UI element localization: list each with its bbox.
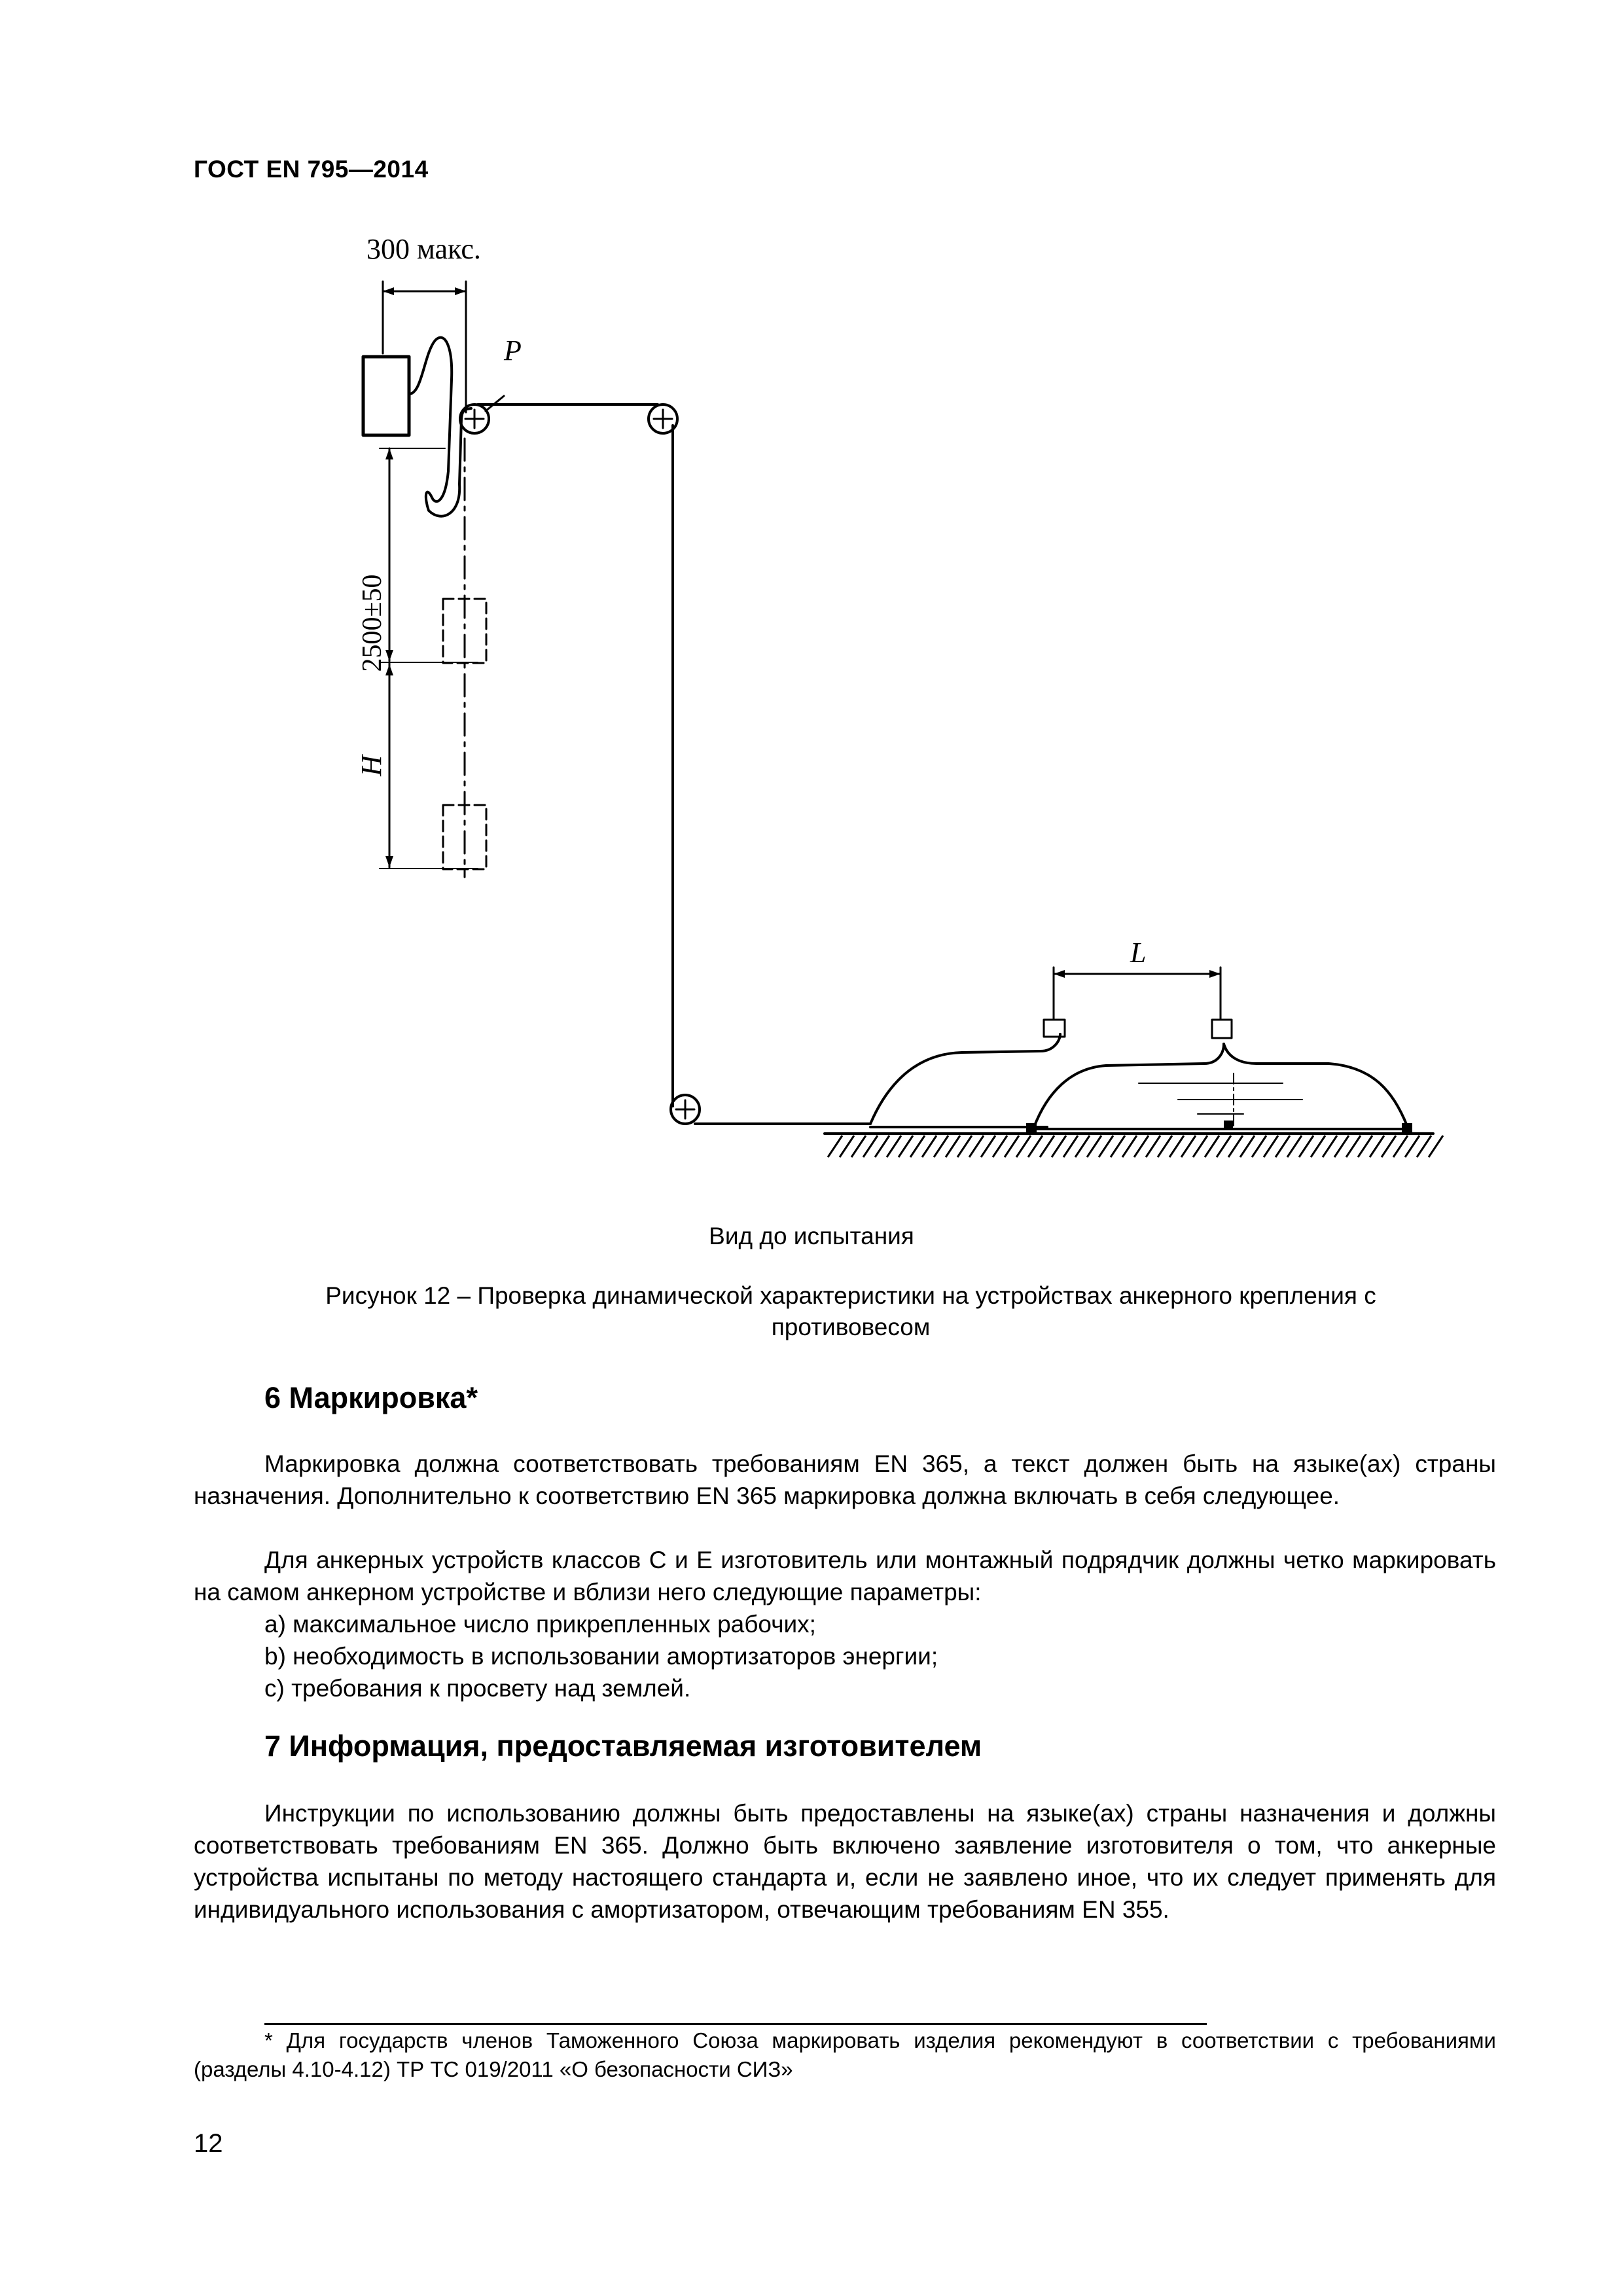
ground-hatch-line [922, 1136, 936, 1157]
section6-paragraph1-text: Маркировка должна соответствовать требованиям EN 365, а текст должен быть на языке(ах) страны назначения. Дополнительно к соответствию EN 365 маркировка должна включать в себя следующее. [194, 1450, 1496, 1509]
ground-hatch-line [1311, 1136, 1325, 1157]
ground-hatch-line [840, 1136, 854, 1157]
ground-hatch-line [1122, 1136, 1137, 1157]
ground-hatch-line [1134, 1136, 1149, 1157]
ground-hatch-line [1169, 1136, 1184, 1157]
dim-h-label: H [355, 755, 387, 776]
ground-hatch-line [1181, 1136, 1196, 1157]
point-p-label: P [504, 334, 522, 367]
figure-caption [249, 1280, 1453, 1343]
ground-hatch-line [1228, 1136, 1243, 1157]
ground-hatch-line [934, 1136, 948, 1157]
ground-hatch-line [851, 1136, 866, 1157]
dim-2500-label: 2500±50 [357, 574, 387, 672]
section6-list-item-c: c) требования к просвету над землей. [264, 1675, 691, 1702]
figure-caption-line2: противовесом [771, 1314, 931, 1340]
ground-hatch-line [1299, 1136, 1313, 1157]
ground-hatch-line [1040, 1136, 1054, 1157]
ground-hatch-line [1264, 1136, 1278, 1157]
ground-hatch-line [887, 1136, 901, 1157]
section7-title: 7 Информация, предоставляемая изготовителем [264, 1729, 982, 1763]
ground-hatch-line [981, 1136, 995, 1157]
ground-hatch-line [1111, 1136, 1125, 1157]
section6-paragraph1 [194, 1448, 1496, 1512]
ground-hatch-line [863, 1136, 878, 1157]
ground-hatch-line [1382, 1136, 1396, 1157]
figure-view-caption: Вид до испытания [709, 1223, 914, 1249]
section6-title: 6 Маркировка* [264, 1381, 478, 1414]
ground-hatch-line [1287, 1136, 1302, 1157]
ground-hatch-line [1016, 1136, 1031, 1157]
ground-hatch-line [1087, 1136, 1101, 1157]
ground-hatch-line [1393, 1136, 1408, 1157]
ground-hatch-line [1146, 1136, 1160, 1157]
ground-hatch-line [1252, 1136, 1266, 1157]
ground-hatch-line [1405, 1136, 1419, 1157]
ground-hatch-line [969, 1136, 984, 1157]
test-setup-drawing [281, 223, 1459, 1185]
footnote-text: * Для государств членов Таможенного Союза маркировать изделия рекомендуют в соответствии с требованиями (разделы 4.10-4.12) ТР ТС 019/2011 «О безопасности СИЗ» [194, 2028, 1496, 2081]
footnote-separator [264, 2023, 1207, 2025]
section6-list-item-a: a) максимальное число прикрепленных рабочих; [264, 1611, 816, 1638]
ground-hatch-line [1005, 1136, 1019, 1157]
footnote [194, 2026, 1496, 2084]
ground-hatch-line [1240, 1136, 1255, 1157]
ground-hatch-line [1346, 1136, 1361, 1157]
document-code-header: ГОСТ EN 795—2014 [194, 156, 429, 183]
ground-hatch-line [957, 1136, 972, 1157]
ground-hatch-line [1099, 1136, 1113, 1157]
dim-300-max-label: 300 макс. [366, 233, 481, 265]
ground-hatch-line [1370, 1136, 1384, 1157]
ground-hatch-line [1075, 1136, 1090, 1157]
ground-hatch-line [1429, 1136, 1443, 1157]
ground-hatch-line [1063, 1136, 1078, 1157]
page-number: 12 [194, 2129, 223, 2158]
ground-hatch-line [1205, 1136, 1219, 1157]
figure-caption-line1: Рисунок 12 – Проверка динамической характеристики на устройствах анкерного крепления с [325, 1282, 1376, 1309]
section6-paragraph2-text: Для анкерных устройств классов С и E изготовитель или монтажный подрядчик должны четко маркировать на самом анкерном устройстве и вблизи него следующие параметры: [194, 1547, 1496, 1605]
section6-paragraph2 [194, 1544, 1496, 1608]
ground-hatch-line [946, 1136, 960, 1157]
ground-hatch-line [1417, 1136, 1431, 1157]
section7-paragraph1 [194, 1797, 1496, 1926]
ground-hatch-line [899, 1136, 913, 1157]
ground-hatch-line [1334, 1136, 1349, 1157]
ground-hatch-line [1275, 1136, 1290, 1157]
dim-l-label: L [1130, 937, 1147, 969]
ground-hatch-line [1052, 1136, 1066, 1157]
ground-hatch-line [1158, 1136, 1172, 1157]
ground-hatch-line [828, 1136, 842, 1157]
ground-hatch-line [1028, 1136, 1043, 1157]
ground-hatch-line [1358, 1136, 1372, 1157]
ground-hatch-line [1193, 1136, 1207, 1157]
ground-hatch-line [1217, 1136, 1231, 1157]
ground-hatch-line [993, 1136, 1007, 1157]
ground-hatch-line [1323, 1136, 1337, 1157]
ground-hatch-line [875, 1136, 889, 1157]
section7-paragraph1-text: Инструкции по использованию должны быть предоставлены на языке(ах) страны назначения и должны соответствовать требованиям EN 365. Должно быть включено заявление изготовителя о том, что анкерные устройства испытаны по методу настоящего стандарта и, если не заявлено иное, что их следует применять для индивидуального использования с амортизатором, отвечающим требованиям EN 355. [194, 1800, 1496, 1923]
ground-hatch-line [910, 1136, 925, 1157]
section6-list-item-b: b) необходимость в использовании амортизаторов энергии; [264, 1643, 938, 1670]
